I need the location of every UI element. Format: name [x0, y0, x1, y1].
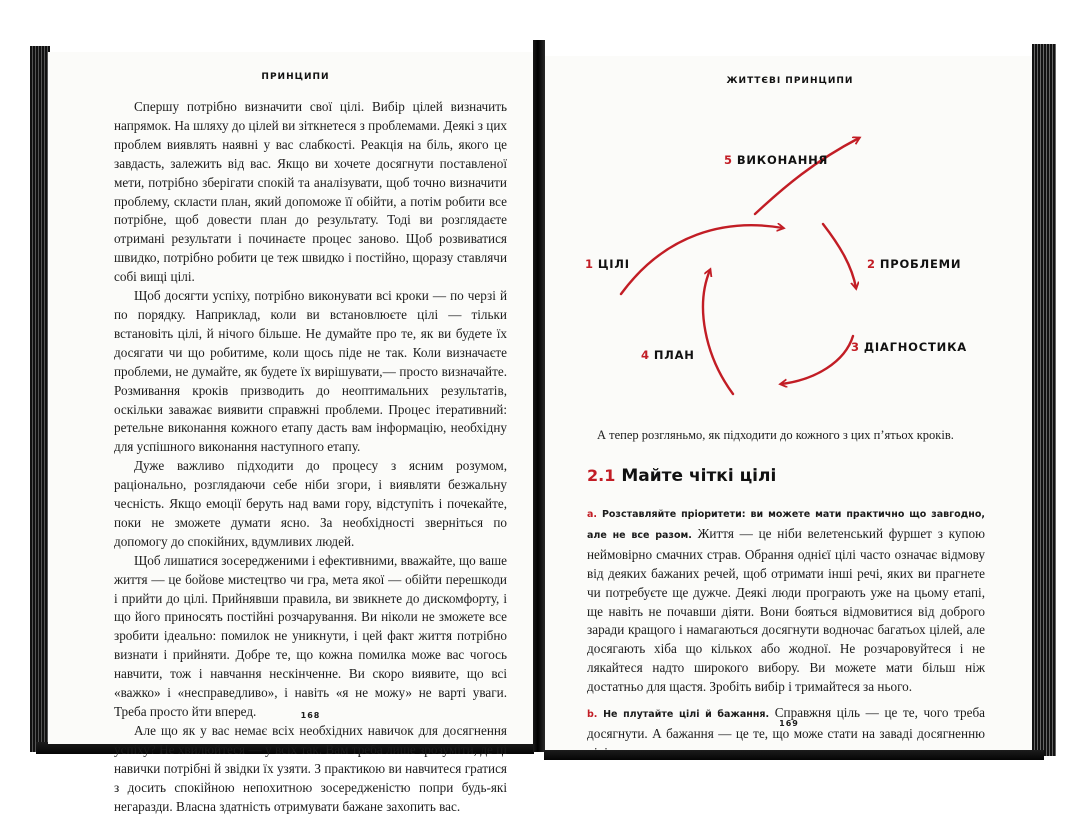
arrow-goals-to-problems — [621, 225, 783, 294]
arrow-problems-to-diagnosis — [823, 224, 856, 288]
step-label-goals: 1 ЦІЛІ — [585, 257, 630, 271]
left-paragraph-4: Щоб лишатися зосередженими і ефективними, вважайте, що ваше життя — це бойове мистецтво чи гра, мета якої — обійти перешкоди і прийти до цілі. Прийнявши правила, ви звикнете до дискомфорту, і що його приносять постійні розчарування. Ви ніколи не зможете все зробити ідеально: помилок не уникнути, і цей факт життя потрібно визнати і прийняти. Добре те, що кожна помилка може вас чогось навчити, тож і навчання нескінченне. Ви скоро виявите, що всі «важко» і «несправедливо», і навіть «я не можу» не варті уваги. Треба просто йти вперед. — [114, 552, 507, 719]
right-page-stack-edge — [1032, 44, 1056, 756]
section-number: 2.1 — [587, 466, 616, 485]
right-page-number: 169 — [779, 719, 799, 728]
step-label-problems: 2 ПРОБЛЕМИ — [867, 257, 962, 271]
item-b-mark: b. — [587, 709, 598, 721]
left-paragraph-5: Але що як у вас немає всіх необхідних навичок для досягнення успіху? Не хвилюйтеся — у всіх так. Вам треба лише зрозуміти, де ці навички потрібні й звідки їх узяти. З практикою ви навчитеся гратися з досить спокійною непохитною зосередженістю попри будь-які негаразди. Власна здатність отримувати бажане захопить вас. — [114, 722, 507, 814]
book-spine — [533, 40, 545, 752]
item-a-lead: Розставляйте пріоритети: ви можете мати практично що завгодно, але не все разом. — [587, 509, 985, 541]
left-paragraph-1: Спершу потрібно визначити свої цілі. Вибір цілей визначить напрямок. На шляху до цілей ви зіткнетеся з проблемами. Деякі з цих проблем виявлять наявні у вас слабкості. Реакція на біль, якого це завдасть, залежить від вас. Якщо ви хочете досягнути поставленої мети, потрібно зберігати спокій та аналізувати, щоб точно визначити проблему, скласти план, який допоможе її обійти, а потім робити все потрібне, щоб довести план до результату. Тоді ви розглядаєте отримані результати і починаєте процес заново. Щоб розвиватися швидко, потрібно робити це теж швидко і постійно, щоразу ставлячи собі вищі цілі. — [114, 99, 507, 285]
step-label-execution: 5 ВИКОНАННЯ — [724, 153, 829, 167]
left-running-head: ПРИНЦИПИ — [261, 72, 330, 82]
arrow-diagnosis-to-plan — [781, 336, 853, 384]
step-label-plan: 4 ПЛАН — [641, 348, 695, 362]
left-page-number: 168 — [300, 711, 321, 720]
item-b-text: Справжня ціль — це те, чого треба досягнути. А бажання — це те, що може стати на заваді досягненню — [587, 705, 986, 741]
left-page — [48, 52, 533, 814]
section-title: Майте чіткі цілі — [621, 466, 777, 486]
right-body-text — [587, 504, 985, 770]
item-a-mark: a. — [587, 509, 598, 520]
left-paragraph-3: Дуже важливо підходити до процесу з ясним розумом, раціонально, розглядаючи себе ніби згори, і виявляти безжальну чесність. Якщо емоції беруть над вами гору, відступіть і почекайте, поки не зможете думати ясно. За необхідності зверніться по допомогу до спокійних, вдумливих людей. — [114, 458, 507, 549]
left-body-text — [114, 98, 507, 816]
right-running-head: ЖИТТЄВІ ПРИНЦИПИ — [726, 76, 854, 86]
arrow-to-execution — [755, 138, 859, 214]
item-b-lead: Не плутайте цілі й бажання. — [603, 709, 770, 721]
cycle-arrows — [545, 56, 1033, 456]
item-a — [587, 504, 985, 697]
arrow-plan-to-execution — [703, 270, 733, 394]
section-heading — [587, 466, 776, 486]
right-bottom-edge — [544, 750, 1044, 760]
step-label-diagnosis: 3 ДІАГНОСТИКА — [851, 340, 967, 354]
diagram-caption: А тепер розгляньмо, як підходити до кожного з цих п’ятьох кроків. — [597, 428, 954, 442]
left-paragraph-2: Щоб досягти успіху, потрібно виконувати всі кроки — по черзі й по порядку. Наприклад, коли ви встановлюєте цілі — тільки встановіть цілі, й нічого більше. Не думайте про те, як ви будете їх досягати чи що робитиме, коли щось піде не так. Коли визначаєте проблеми, не думайте, як будете їх вирішувати,— просто визначайте. Розмивання кроків призводить до неоптимальних результатів, оскільки заважає виявити справжні проблеми. Процес ітеративний: ретельне виконання кожного етапу дасть вам інформацію, необхідну для успішного виконання наступного етапу. — [114, 288, 507, 455]
right-page — [545, 56, 1033, 752]
item-a-text: Життя — це ніби велетенський фуршет з купою неймовірно смачних страв. Обрання однієї цілі часто означає відмову від деяких бажаних речей, щоб отримати інші речі, яких ви прагнете чи потребуєте ще дужче. Деякі люди програють уже на цьому етапі, ще навіть не почавши діяти. Вони бояться відмовитися від доброго заради кращого і намагаються досягнути водночас багатьох цілей, але досягають хіба що кількох або жодної. Не розчаровуйтеся і не лякайтеся надто широкого вибору. Ви можете мати більш ніж достатньо для щастя. Зробіть вибір і тримайтеся за нього. — [587, 525, 985, 695]
left-page-stack-edge — [30, 46, 50, 752]
five-step-cycle-diagram — [545, 56, 1033, 456]
